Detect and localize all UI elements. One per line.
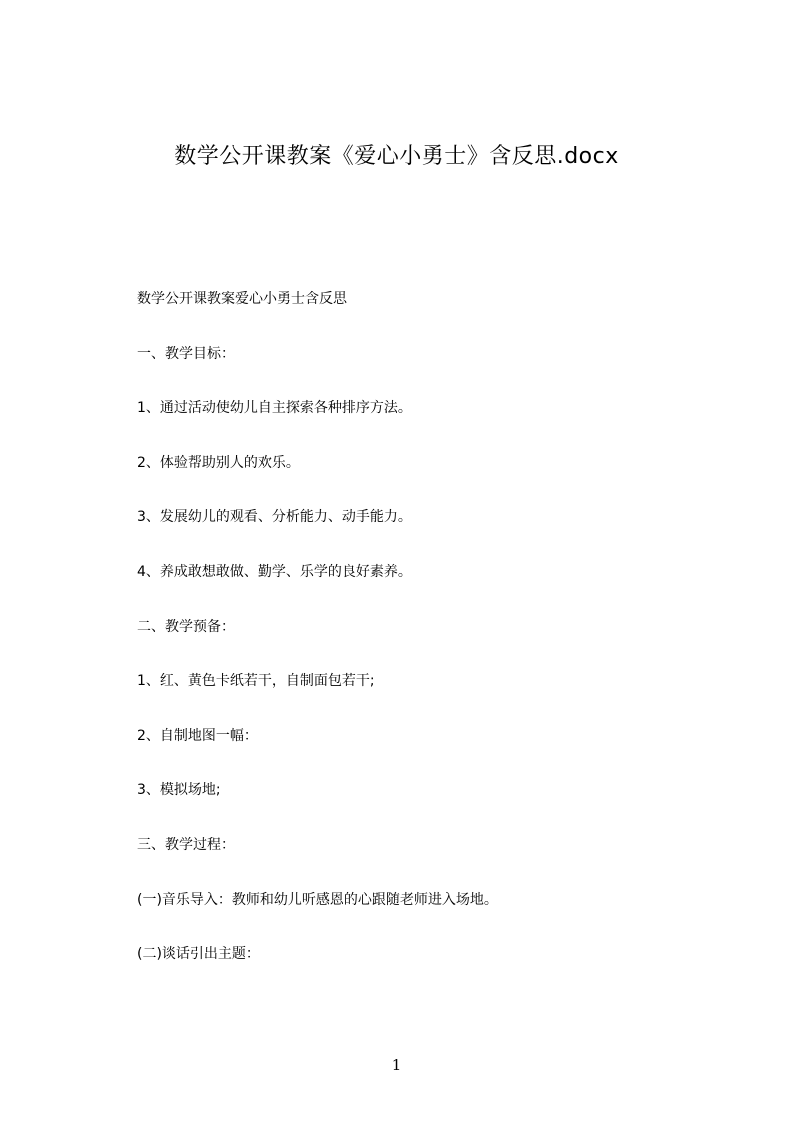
list-item: 3、模拟场地; [137,782,221,799]
list-item: 4、养成敢想敢做、勤学、乐学的良好素养。 [137,563,412,580]
section-heading-preparation: 二、教学预备： [137,618,235,635]
list-item: 2、自制地图一幅： [137,727,258,744]
document-body [137,286,697,996]
section-heading-objectives: 一、教学目标： [137,345,235,362]
list-item: 1、通过活动使幼儿自主探索各种排序方法。 [137,400,412,417]
paragraph-heading: 数学公开课教案爱心小勇士含反思 [137,291,347,307]
document-title: 数学公开课教案《爱心小勇士》含反思.docx [174,144,619,169]
section-heading-process: 三、教学过程： [137,836,235,853]
list-item: 3、发展幼儿的观看、分析能力、动手能力。 [137,509,412,526]
page-number: 1 [391,1056,402,1074]
list-item: (一)音乐导入：教师和幼儿听感恩的心跟随老师进入场地。 [137,891,498,908]
list-item: 1、红、黄色卡纸若干，自制面包若干; [137,673,375,690]
list-item: 2、体验帮助别人的欢乐。 [137,454,300,471]
list-item: (二)谈话引出主题： [137,946,260,963]
